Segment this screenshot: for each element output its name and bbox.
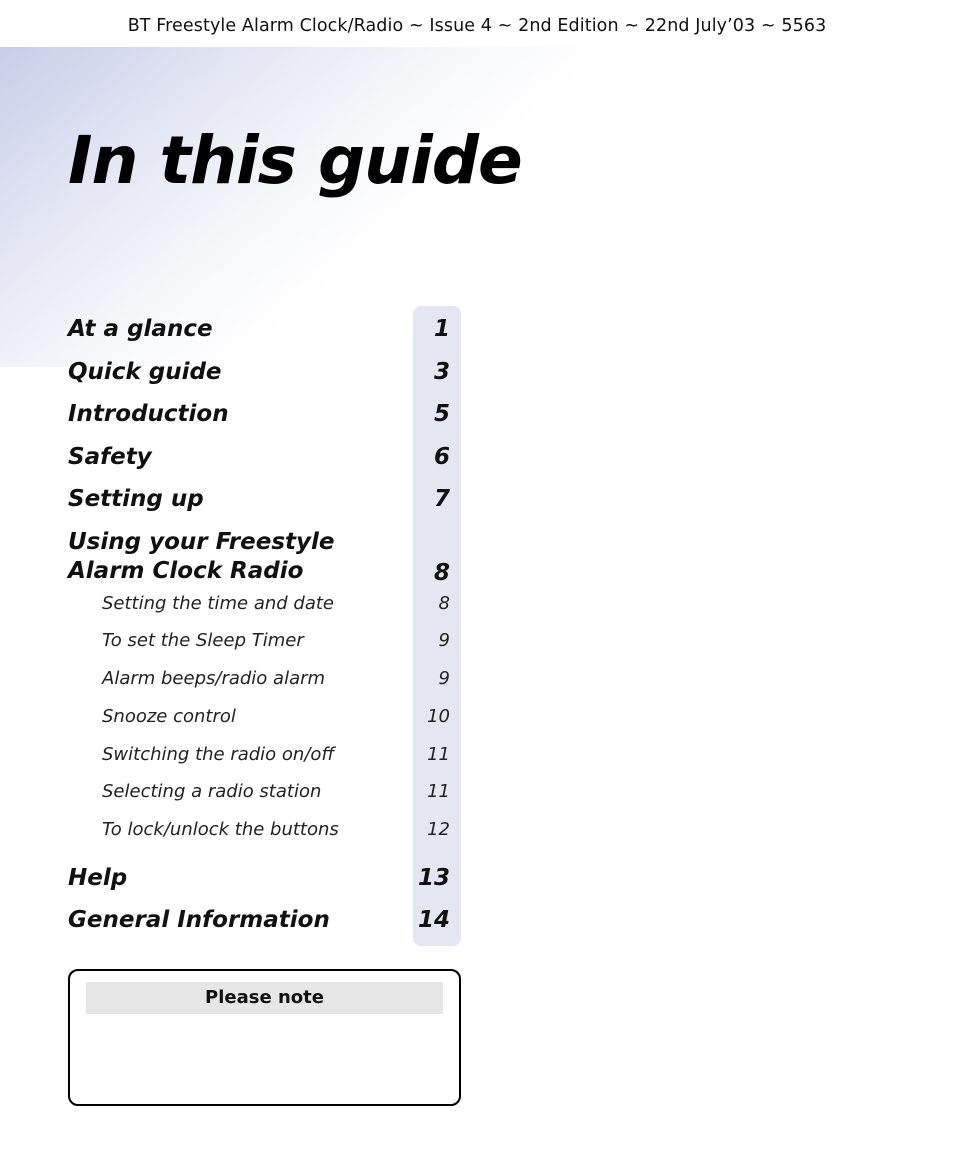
toc-entry-label: Quick guide [68,359,222,385]
toc-subentry-snooze-control[interactable] [68,706,452,727]
toc-entry-label: Safety [68,444,152,470]
toc-entry-label: Snooze control [102,706,236,727]
toc-entry-label: To set the Sleep Timer [102,630,304,651]
toc-entry-page: 5 [433,401,450,427]
toc-subentry-sleep-timer[interactable] [68,630,452,651]
toc-entry-page: 14 [417,907,450,933]
toc-entry-general-information[interactable] [68,907,452,933]
toc-entry-label: Introduction [68,401,229,427]
toc-entry-page: 8 [438,593,450,614]
page-title: In this guide [68,122,522,199]
toc-entry-page: 13 [417,865,450,891]
toc-entry-label: Switching the radio on/off [102,744,335,765]
toc-entry-label-line2: Alarm Clock Radio [68,558,304,584]
please-note-title: Please note [86,982,443,1014]
toc-entry-safety[interactable] [68,444,452,470]
toc-subentry-setting-time-date[interactable] [68,593,452,614]
toc-entry-label: Setting up [68,486,204,512]
toc-subentry-alarm-beeps[interactable] [68,668,452,689]
toc-entry-setting-up[interactable] [68,486,452,512]
toc-entry-page: 11 [427,781,450,802]
toc-entry-label: Selecting a radio station [102,781,322,802]
toc-entry-label: General Information [68,907,330,933]
toc-entry-label: Alarm beeps/radio alarm [102,668,326,689]
toc-entry-page: 6 [433,444,450,470]
toc-entry-label: To lock/unlock the buttons [102,819,339,840]
toc-entry-at-a-glance[interactable] [68,316,452,342]
toc-entry-page: 12 [427,819,450,840]
toc-entry-page: 8 [433,560,450,586]
toc-entry-quick-guide[interactable] [68,359,452,385]
please-note-box [68,969,461,1106]
toc-entry-page: 10 [427,706,450,727]
toc-entry-page: 7 [433,486,450,512]
toc-entry-help[interactable] [68,865,452,891]
toc-entry-page: 9 [438,630,450,651]
toc-entry-label: At a glance [68,316,213,342]
toc-entry-page: 3 [433,359,450,385]
toc-entry-using-your-freestyle[interactable] [68,528,452,586]
toc-entry-label: Help [68,865,128,891]
toc-entry-page: 11 [427,744,450,765]
toc-entry-introduction[interactable] [68,401,452,427]
toc-subentry-radio-station[interactable] [68,781,452,802]
toc-entry-label: Setting the time and date [102,593,334,614]
toc-entry-page: 1 [433,316,450,342]
document-header: BT Freestyle Alarm Clock/Radio ~ Issue 4 ~ 2nd Edition ~ 22nd July’03 ~ 5563 [127,16,827,36]
toc-subentry-radio-on-off[interactable] [68,744,452,765]
toc-subentry-lock-buttons[interactable] [68,819,452,840]
toc-entry-page: 9 [438,668,450,689]
toc-entry-label-line1: Using your Freestyle [68,529,335,555]
